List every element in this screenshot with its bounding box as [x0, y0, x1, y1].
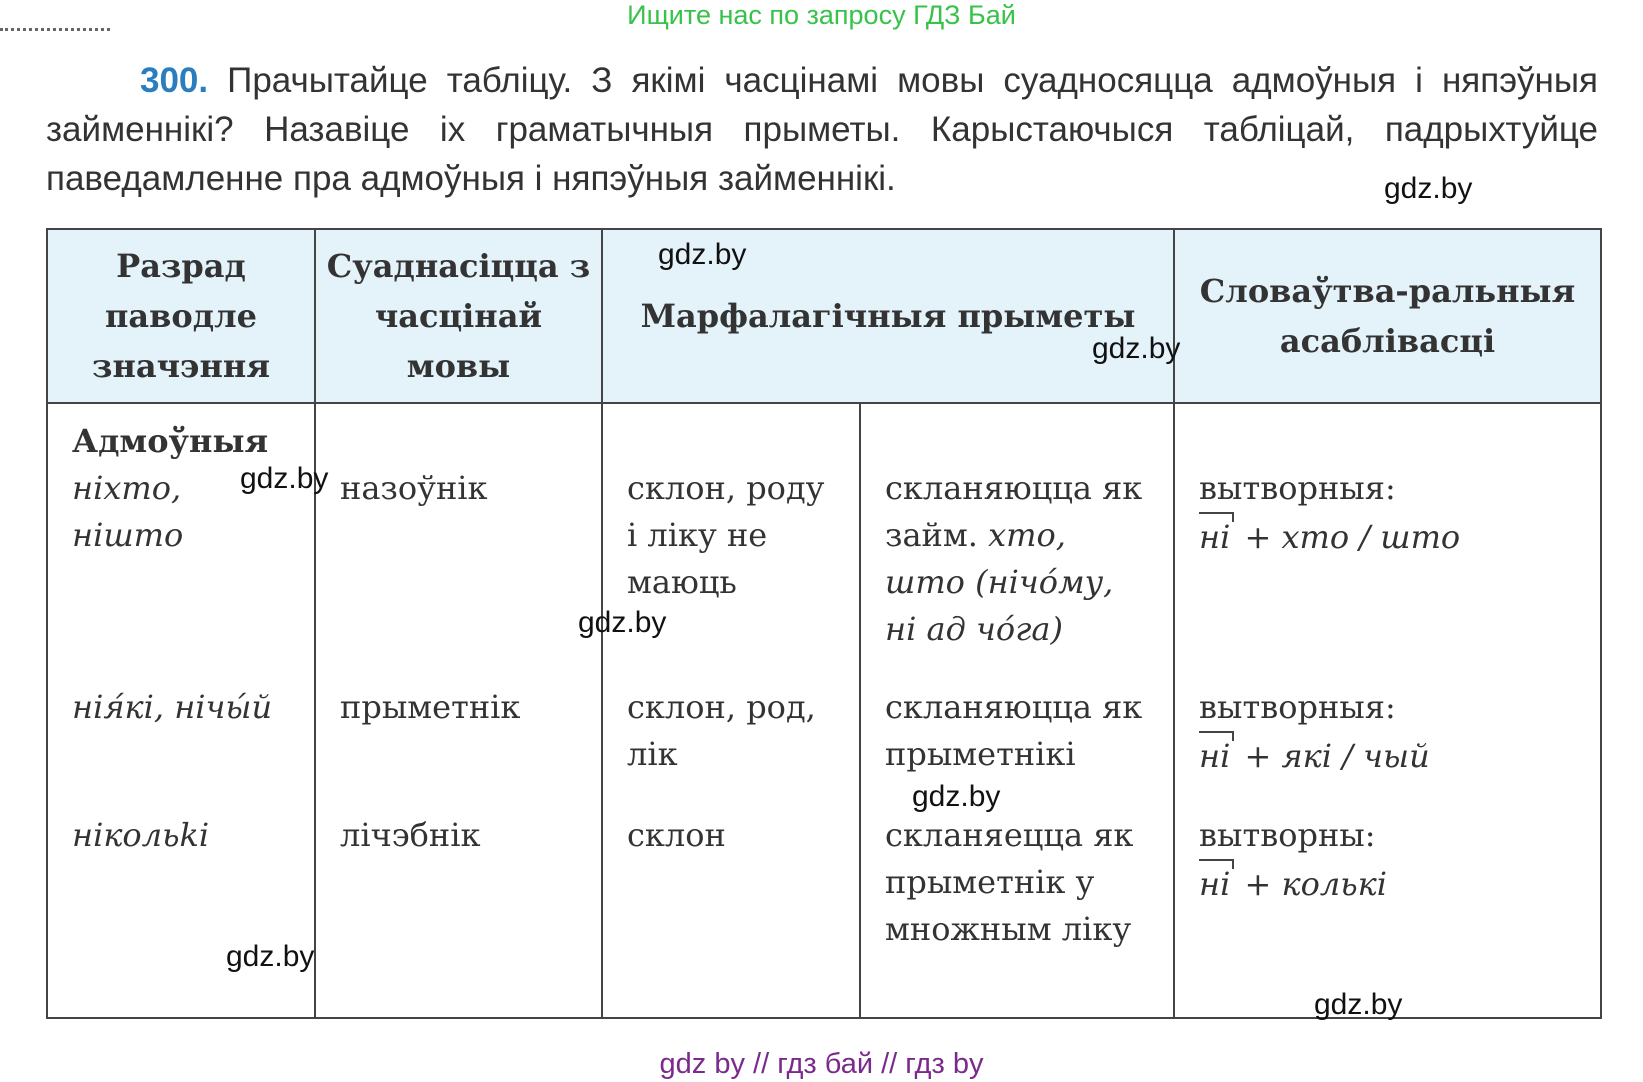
derivation-label: вытворныя: — [1199, 469, 1396, 507]
watermark: gdz.by — [1314, 988, 1403, 1021]
watermark: gdz.by — [658, 238, 747, 271]
prefix-mark: ні — [1199, 512, 1234, 561]
watermark: gdz.by — [1092, 332, 1181, 365]
prefix-mark: ні — [1199, 859, 1234, 908]
task-paragraph — [46, 56, 1598, 203]
prefix-mark: ні — [1199, 731, 1234, 780]
watermark: gdz.by — [240, 462, 329, 495]
morph-a: склон, роду і ліку не маюць — [627, 469, 825, 601]
watermark: gdz.by — [912, 780, 1001, 813]
footer-watermark: gdz by // гдз бай // гдз by — [659, 1048, 984, 1080]
morph-b-plain: скланяюцца як займ. — [885, 469, 1143, 554]
header-part-of-speech: Суаднасіцца з часцінай мовы — [315, 229, 602, 403]
group-label: Адмоўныя — [72, 422, 269, 460]
cell-part-of-speech — [315, 403, 602, 684]
top-banner: Ищите нас по запросу ГДЗ Бай — [627, 0, 1016, 30]
derivation-label: вытворныя: — [1199, 688, 1396, 726]
morph-b-plain: скланяюцца як прыметнікі — [860, 684, 1174, 812]
derivation-rest: + хто / што — [1244, 518, 1461, 556]
morph-a: склон — [602, 812, 860, 1018]
cell-words — [47, 403, 315, 684]
morph-a: склон, род, лік — [602, 684, 860, 812]
cell-morph-b — [860, 403, 1174, 684]
table-header-row — [47, 229, 1601, 403]
header-category: Разрад паводле значэння — [47, 229, 315, 403]
morph-b-italic: хто, што (нічо́му, ні ад чо́га) — [885, 516, 1114, 648]
corner-mark — [0, 28, 110, 37]
cell-derivation — [1174, 403, 1601, 684]
part-of-speech: назоўнік — [340, 469, 488, 507]
watermark: gdz.by — [226, 940, 315, 973]
cell-derivation — [1174, 684, 1601, 812]
pronoun-words: нія́кі, нічы́й — [47, 684, 315, 812]
derivation-rest: + колькі — [1244, 865, 1387, 903]
derivation-label: вытворны: — [1199, 816, 1376, 854]
pronoun-words: нікольki — [47, 812, 315, 1018]
table-row — [47, 684, 1601, 812]
pronoun-words: ніхто, нішто — [72, 469, 184, 554]
task-number: 300. — [140, 61, 209, 100]
derivation-rest: + які / чый — [1244, 737, 1430, 775]
table-row — [47, 403, 1601, 684]
header-morphology: Марфалагічныя прыметы — [602, 229, 1174, 403]
watermark: gdz.by — [1384, 172, 1473, 205]
watermark: gdz.by — [578, 606, 667, 639]
part-of-speech: прыметнік — [315, 684, 602, 812]
part-of-speech: лічэбнік — [315, 812, 602, 1018]
pronoun-table — [46, 228, 1602, 1019]
morph-b-plain: скланяецца як прыметнік у множным ліку — [860, 812, 1174, 1018]
task-text: Прачытайце табліцу. З якімі часцінамі мовы суадносяцца адмоўныя і няпэўныя займеннікі? Назавіце іх граматычныя прыметы. Карыстаючыся табліцай, падрыхтуйце паведамленне пра адмоўныя і няпэўныя займеннікі. — [46, 61, 1598, 198]
header-derivation: Словаўтва-ральныя асаблівасці — [1174, 229, 1601, 403]
cell-morph-a — [602, 403, 860, 684]
